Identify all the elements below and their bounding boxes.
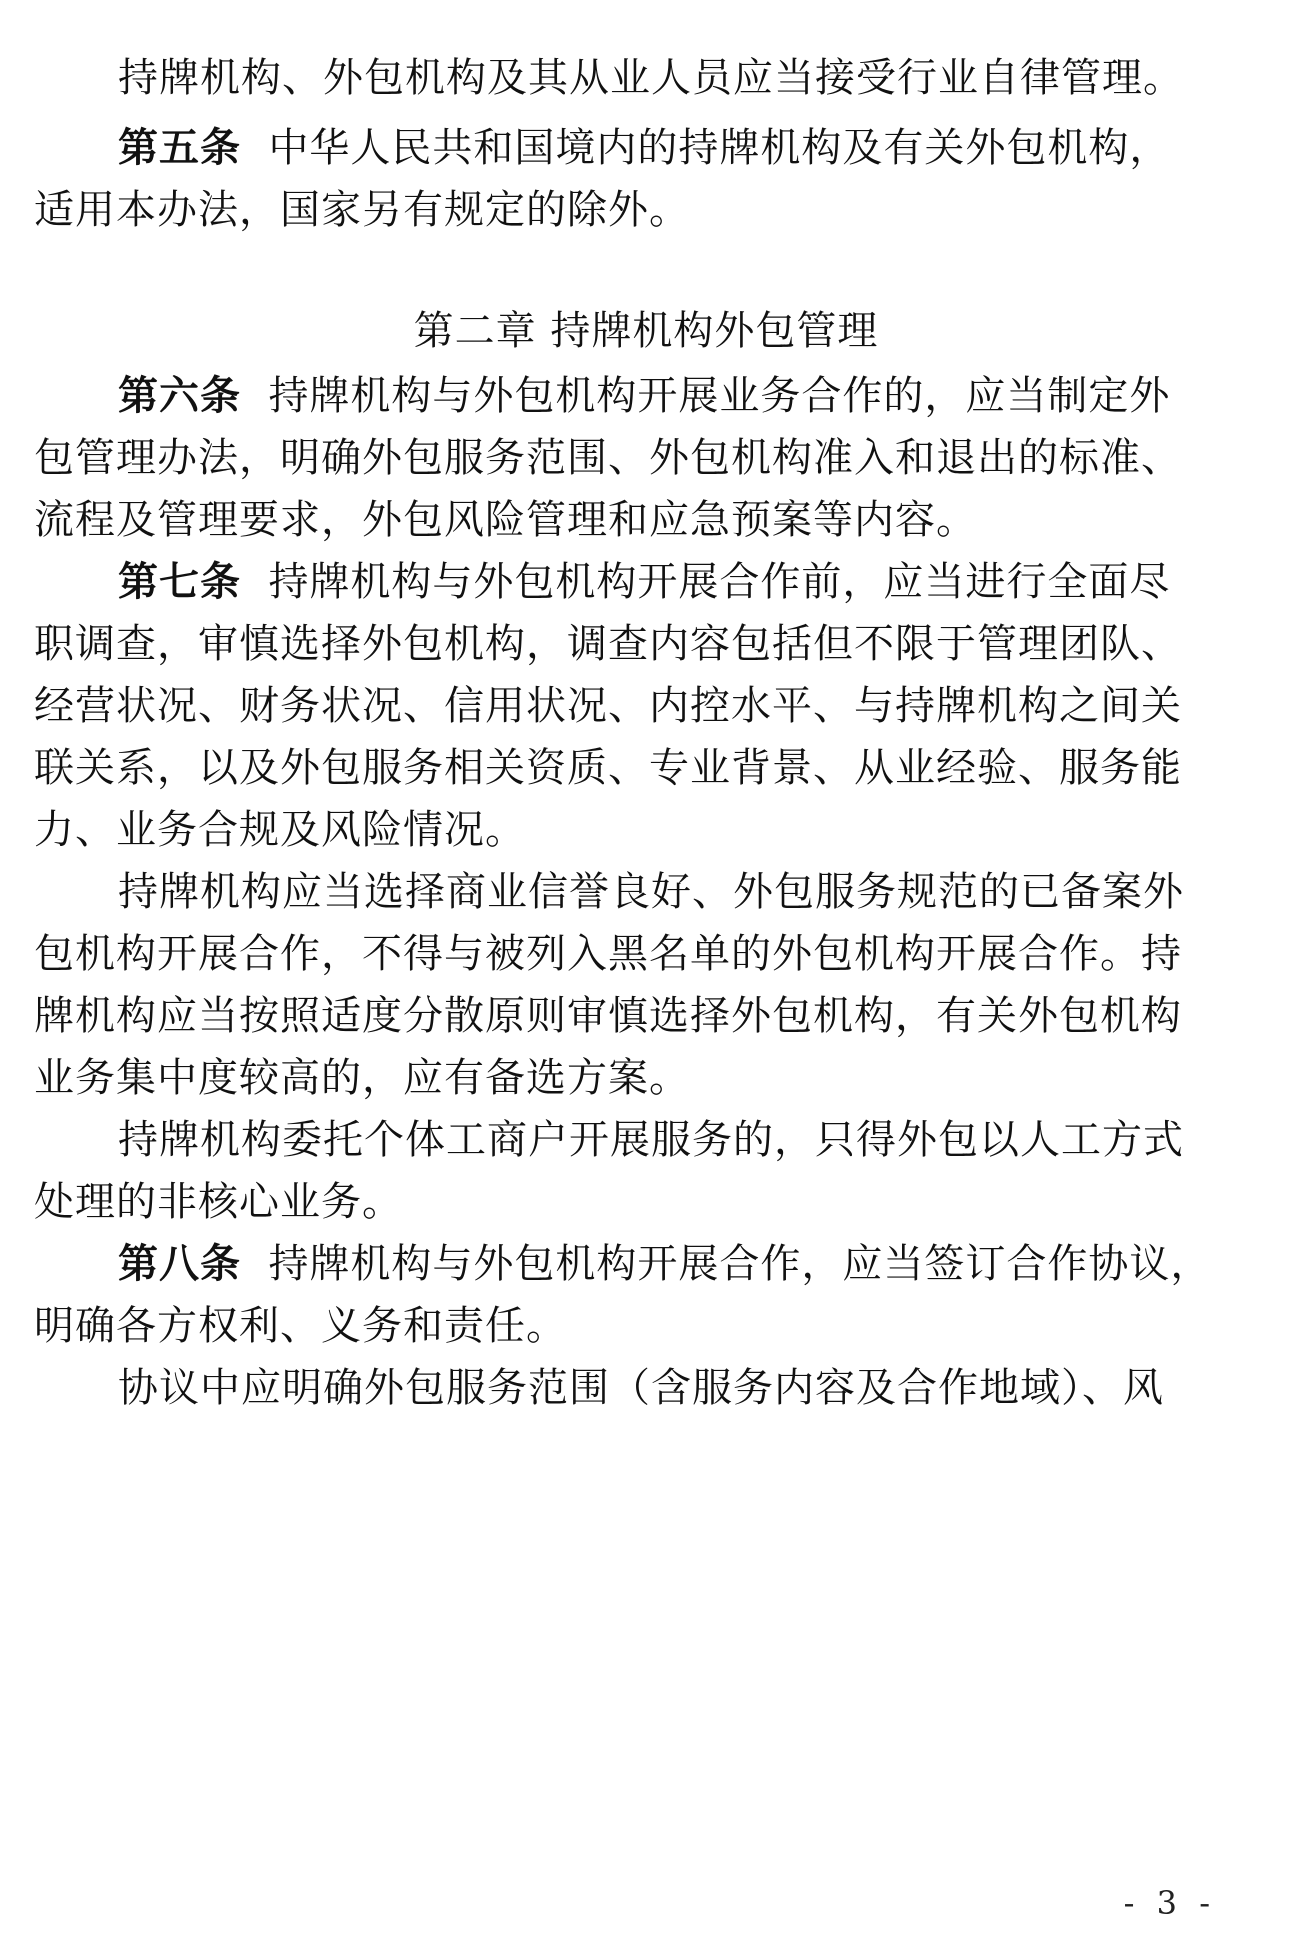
paragraph-line: 处理的非核心业务。	[34, 1179, 403, 1225]
paragraph-line: 经营状况、财务状况、信用状况、内控水平、与持牌机构之间关	[34, 683, 1182, 729]
article-7-line: 第七条 持牌机构与外包机构开展合作前，应当进行全面尽	[118, 559, 1171, 605]
paragraph-line: 流程及管理要求，外包风险管理和应急预案等内容。	[34, 497, 977, 543]
paragraph-line: 力、业务合规及风险情况。	[34, 807, 526, 853]
paragraph-line: 持牌机构委托个体工商户开展服务的，只得外包以人工方式	[118, 1117, 1184, 1163]
paragraph-line: 持牌机构、外包机构及其从业人员应当接受行业自律管理。	[118, 55, 1184, 101]
paragraph-line: 职调查，审慎选择外包机构，调查内容包括但不限于管理团队、	[34, 621, 1182, 667]
article-8-line: 第八条 持牌机构与外包机构开展合作，应当签订合作协议，	[118, 1241, 1212, 1287]
article-7-heading: 第七条	[118, 559, 241, 605]
chapter-title: 第二章 持牌机构外包管理	[413, 308, 879, 354]
paragraph-line: 协议中应明确外包服务范围（含服务内容及合作地域）、风	[118, 1365, 1164, 1411]
paragraph-line: 联关系，以及外包服务相关资质、专业背景、从业经验、服务能	[34, 745, 1182, 791]
article-5-heading: 第五条	[118, 125, 241, 171]
page-number: - 3 -	[1123, 1884, 1216, 1922]
paragraph-line: 明确各方权利、义务和责任。	[34, 1303, 567, 1349]
article-8-heading: 第八条	[118, 1241, 241, 1287]
paragraph-line: 包管理办法，明确外包服务范围、外包机构准入和退出的标准、	[34, 435, 1182, 481]
paragraph-line: 业务集中度较高的，应有备选方案。	[34, 1055, 690, 1101]
paragraph-line: 持牌机构应当选择商业信誉良好、外包服务规范的已备案外	[118, 869, 1184, 915]
article-6-line: 第六条 持牌机构与外包机构开展业务合作的，应当制定外	[118, 373, 1171, 419]
article-5-line: 第五条 中华人民共和国境内的持牌机构及有关外包机构，	[118, 125, 1171, 171]
paragraph-line: 适用本办法，国家另有规定的除外。	[34, 187, 690, 233]
paragraph-line: 牌机构应当按照适度分散原则审慎选择外包机构，有关外包机构	[34, 993, 1182, 1039]
paragraph-line: 包机构开展合作，不得与被列入黑名单的外包机构开展合作。持	[34, 931, 1182, 977]
article-6-heading: 第六条	[118, 373, 241, 419]
